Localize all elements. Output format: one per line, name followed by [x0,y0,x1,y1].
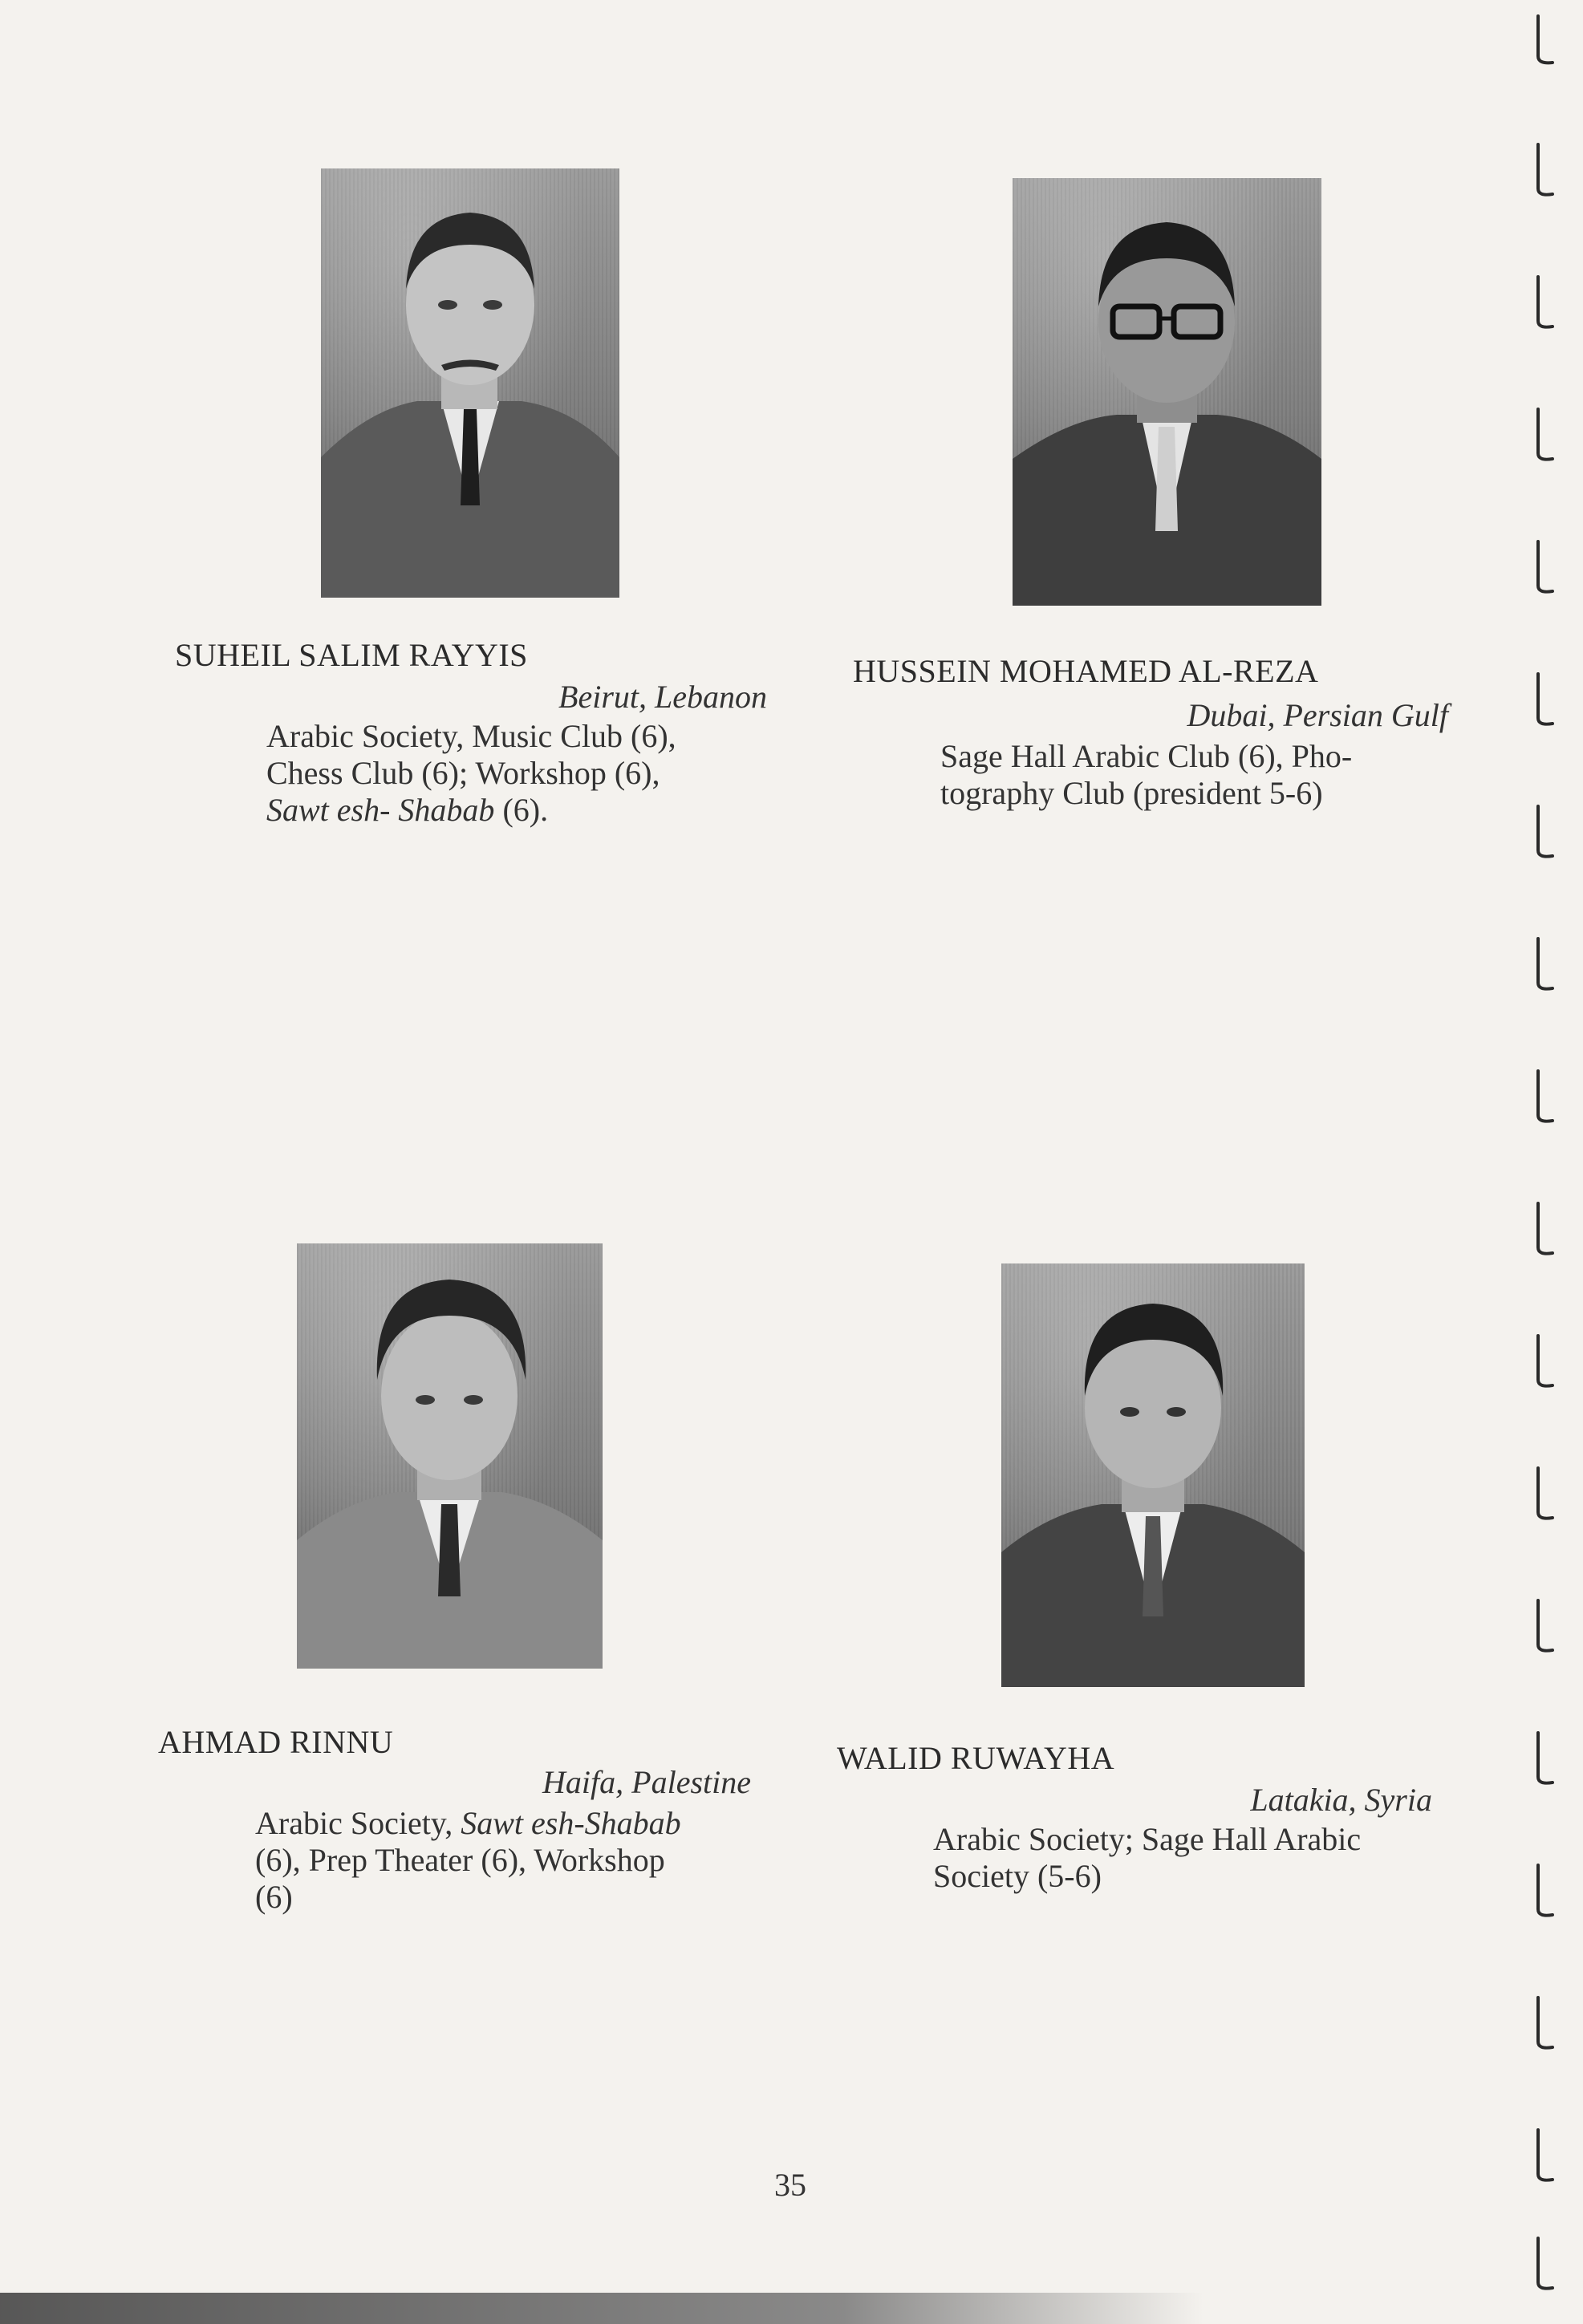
activity-line [266,792,676,829]
student-name: WALID RUWAYHA [837,1740,1115,1776]
activity-text: Chess Club (6); Workshop (6), [266,755,660,791]
person-silhouette [321,168,619,598]
student-activities [940,738,1352,812]
student-activities [266,718,676,829]
activity-line [255,1842,681,1879]
activity-text: Society (5-6) [933,1858,1102,1894]
publication-title: Sawt esh- Shabab [266,792,495,828]
page-number: 35 [774,2167,806,2203]
publication-title: Sawt esh-Shabab [461,1805,681,1841]
person-silhouette [1001,1263,1305,1687]
portrait-photo [1013,178,1321,606]
activity-text: (6), Prep Theater (6), Workshop [255,1842,665,1878]
activity-text: (6) [255,1879,293,1915]
person-silhouette [297,1243,603,1669]
student-hometown: Latakia, Syria [1250,1782,1432,1818]
activity-line [255,1805,681,1842]
activity-text: Sage Hall Arabic Club (6), Pho- [940,738,1353,774]
student-hometown: Haifa, Palestine [542,1764,751,1800]
activity-line [940,738,1352,775]
portrait-photo [1001,1263,1305,1687]
student-name: HUSSEIN MOHAMED AL-REZA [853,653,1319,689]
activity-text: Arabic Society; Sage Hall Arabic [933,1821,1362,1857]
student-name: AHMAD RINNU [158,1724,394,1760]
activity-line [266,755,676,792]
activity-text: Arabic Society, Music Club (6), [266,718,676,754]
student-activities [255,1805,681,1916]
scan-edge-shadow [0,2293,1203,2324]
student-hometown: Beirut, Lebanon [558,679,767,715]
student-hometown: Dubai, Persian Gulf [1187,697,1448,733]
activity-line [940,775,1352,812]
person-silhouette [1013,178,1321,606]
student-activities [933,1821,1361,1895]
student-name: SUHEIL SALIM RAYYIS [175,637,528,673]
activity-text: (6). [494,792,549,828]
activity-line [266,718,676,755]
activity-line [933,1821,1361,1858]
activity-line [255,1879,681,1916]
portrait-photo [321,168,619,598]
activity-text: Arabic Society, [255,1805,461,1841]
activity-text: tography Club (president 5-6) [940,775,1323,811]
portrait-photo [297,1243,603,1669]
activity-line [933,1858,1361,1895]
binding-marks [1520,0,1569,2324]
